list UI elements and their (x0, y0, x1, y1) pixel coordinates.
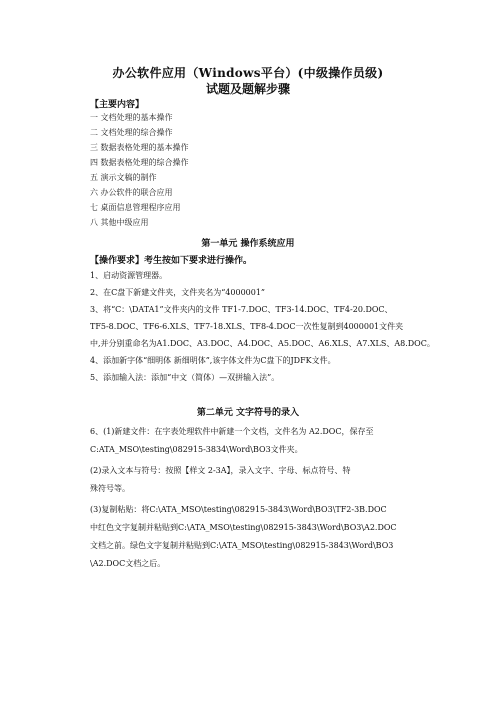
toc-item: 八 其他中级应用 (90, 218, 149, 227)
unit2-line: 中红色文字复制并粘贴到C:\ATA_MSO\testing\082915-3843\Word\BO3\A2.DOC (90, 523, 397, 532)
unit1-line: 中,并分别重命名为A1.DOC、A3.DOC、A4.DOC、A5.DOC、A6.XLS、A7.XLS、A8.DOC。 (90, 339, 435, 348)
toc-item: 六 办公软件的联合应用 (90, 188, 173, 197)
unit1-line: 5、添加输入法：添加“中文（简体）—双拼输入法”。 (90, 373, 280, 382)
unit2-heading: 第二单元 文字符号的录入 (196, 408, 300, 418)
toc-item: 四 数据表格处理的综合操作 (90, 158, 189, 167)
unit1-line: TF5-8.DOC、TF6-6.XLS、TF7-18.XLS、TF8-4.DOC一次性复制到4000001文件夹 (90, 322, 404, 331)
main-content-heading: 【主要内容】 (90, 100, 145, 110)
unit2-line: 6、(1)新建文件：在字表处理软件中新建一个文档，文件名为 A2.DOC，保存至 (90, 427, 374, 436)
document-title: 办公软件应用（Windows平台）(中级操作员级) (112, 66, 384, 80)
unit1-line: 4、添加新字体“细明体 新细明体”,该字体文件为C盘下的JDFK文件。 (90, 356, 336, 365)
toc-item: 一 文档处理的基本操作 (90, 113, 173, 122)
unit2-line: (3)复制粘贴：将C:\ATA_MSO\testing\082915-3843\Word\BO3\TF2-3B.DOC (90, 505, 387, 514)
unit2-line: 殊符号等。 (90, 484, 130, 493)
unit2-line: 文档之前。绿色文字复制并粘贴到C:\ATA_MSO\testing\082915-3843\Word\BO3 (90, 541, 394, 550)
toc-item: 二 文档处理的综合操作 (90, 128, 173, 137)
unit1-requirement: 【操作要求】考生按如下要求进行操作。 (90, 256, 253, 266)
toc-item: 五 演示文稿的制作 (90, 173, 157, 182)
toc-item: 三 数据表格处理的基本操作 (90, 143, 189, 152)
unit2-line: C:ATA_MSO\testing\082915-3834\Word\BO3文件夹。 (90, 445, 303, 454)
document-subtitle: 试题及题解步骤 (205, 82, 290, 96)
unit2-line: \A2.DOC文档之后。 (90, 559, 166, 568)
unit1-line: 3、将“C：\DATA1”文件夹内的文件 TF1-7.DOC、TF3-14.DOC、TF4-20.DOC、 (90, 305, 393, 314)
unit1-line: 1、启动资源管理器。 (90, 271, 168, 280)
unit1-line: 2、在C盘下新建文件夹，文件夹名为“4000001” (90, 288, 266, 297)
unit2-line: (2)录入文本与符号：按照【样文 2-3A】，录入文字、字母、标点符号、特 (90, 466, 351, 475)
toc-item: 七 桌面信息管理程序应用 (90, 203, 181, 212)
unit1-heading: 第一单元 操作系统应用 (201, 239, 295, 249)
